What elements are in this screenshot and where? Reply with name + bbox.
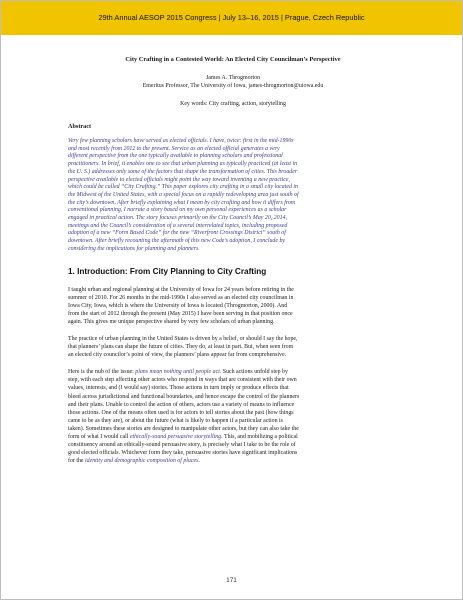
paper-keywords: Key words: City crafting, action, storytelling: [180, 101, 286, 107]
abstract-line: different perspective from the one typically available to planning scholars and professional: [68, 153, 283, 160]
text-line: those actions. One of the means often used is for actors to tell stories about the past (how things: [68, 409, 294, 416]
paper-title: City Crafting in a Contested World: An Elected City Councilman’s Perspective: [125, 56, 341, 63]
emphasis-text: ethically-sound persuasive storytelling: [129, 434, 222, 441]
text-line: that planners’ plans can shape the future of cities. They do, at least in part. But, when seen from: [68, 344, 294, 351]
emphasis-text: identity and demographic composition of places: [85, 458, 199, 465]
abstract-line: engaged in practical action. The story focuses primarily on the City Council’s May 20, 2014,: [68, 215, 287, 222]
abstract-line: the Midwest of the United States, with a special focus on a rapidly redeveloping area just south of: [68, 191, 299, 198]
text-run: for the: [68, 458, 86, 465]
text-run: . This, and mobilizing a political: [221, 434, 298, 441]
text-run: .: [198, 458, 200, 465]
abstract-line: meetings and the Council’s consideration of a several interrelated topics, including proposed: [68, 222, 288, 229]
paragraph-2: [68, 335, 398, 359]
text-run: Here is the nub of the issue:: [68, 369, 136, 376]
abstract-line: which could be called “City Crafting.” This paper explores city crafting in a small city located in: [68, 184, 298, 191]
abstract-line: adoption of a new “Form Based Code” for the new “Riverfront Crossings District” south of: [68, 230, 286, 237]
abstract-body: [68, 138, 398, 254]
text-run: . Such actions unfold step by: [219, 369, 288, 376]
text-line: came to be as they are), or about the future (what is likely to happen if a particular action is: [68, 417, 283, 424]
abstract-line: the city’s downtown. After briefly explaining what I mean by city crafting and how it differs from: [68, 199, 296, 206]
text-line: [68, 368, 398, 376]
abstract-line: downtown. After briefly recounting the aftermath of this new Code’s adoption, I conclude by: [68, 238, 286, 245]
text-line: The practice of urban planning in the United States is driven by a belief, or should I say the hope,: [68, 336, 298, 343]
paragraph-3: [68, 368, 398, 465]
text-line: [68, 457, 398, 465]
text-line: and their plans. Unable to control the action of others, actors use a variety of means to influence: [68, 401, 295, 408]
paper-author: James A. Throgmorton: [205, 75, 261, 81]
abstract-line: and most recently from 2012 to the present. Service as an elected official generates a very: [68, 145, 280, 152]
page-number: 171: [226, 577, 237, 584]
paper-content: [68, 56, 398, 465]
text-line: constituency around an ethically-sound persuasive story, is precisely what I take to be the role of: [68, 442, 296, 449]
text-line: [68, 433, 398, 441]
abstract-line: Very few planning scholars have served as elected officials. I have, twice: first in the mid-1990s: [68, 138, 294, 144]
abstract-line: conventional planning, I narrate a story based on my own personal experiences as a scholar: [68, 207, 287, 214]
section-heading: 1. Introduction: From City Planning to City Crafting: [68, 266, 267, 276]
text-line: again. This gives me unique perspective shared by very few scholars of urban planning.: [68, 318, 275, 325]
text-line: bleed across jurisdictional and functional boundaries, and hence escape the control of the planners: [68, 393, 300, 400]
text-run: form of what I would call: [68, 434, 130, 441]
abstract-line: practitioners. In brief, it enables one to see that urban planning as typically practiced (at least in: [68, 161, 298, 168]
abstract-line: considering the implications for planning and planners.: [68, 245, 200, 252]
text-line: values, interests, and (I would say) stories. Those actions in turn imply or produce effects that: [68, 385, 289, 392]
abstract-heading: Abstract: [68, 123, 92, 130]
text-line: from the start of 2012 through the present (May 2015) I have been serving in that position once: [68, 310, 293, 317]
paper-affiliation: Emeritus Professor, The University of Iowa, james-throgmorton@uiowa.edu: [142, 83, 324, 89]
abstract-line: the U. S.) addresses only some of the factors that shape the transformation of cities. This broader: [68, 168, 298, 175]
text-line: taken). Sometimes these stories are designed to manipulate other actors, but they can also take the: [68, 425, 299, 432]
text-line: Iowa City, Iowa, which is where the University of Iowa is located (Throgmorton, 2000). And: [68, 302, 288, 309]
conference-header: 29th Annual AESOP 2015 Congress | July 13–16, 2015 | Prague, Czech Republic: [1, 1, 462, 35]
text-line: an elected city councilor’s point of view, the planners’ plans appear far from comprehensive.: [68, 352, 287, 359]
text-line: I taught urban and regional planning at the University of Iowa for 24 years before retiring in the: [68, 286, 294, 293]
abstract-line: perspective available to elected officials might point the way toward inventing a new practice,: [68, 176, 290, 183]
text-line: summer of 2010. For 26 months in the mid-1990s I also served as an elected city councilman in: [68, 294, 294, 301]
text-line: good elected officials. Whichever form they take, persuasive stories have significant implications: [68, 450, 298, 457]
text-line: step, with each step affecting other actors who respond in ways that are consistent with their own: [68, 377, 297, 384]
emphasis-text: plans mean nothing until people act: [135, 369, 220, 376]
paragraph-1: [68, 286, 398, 326]
